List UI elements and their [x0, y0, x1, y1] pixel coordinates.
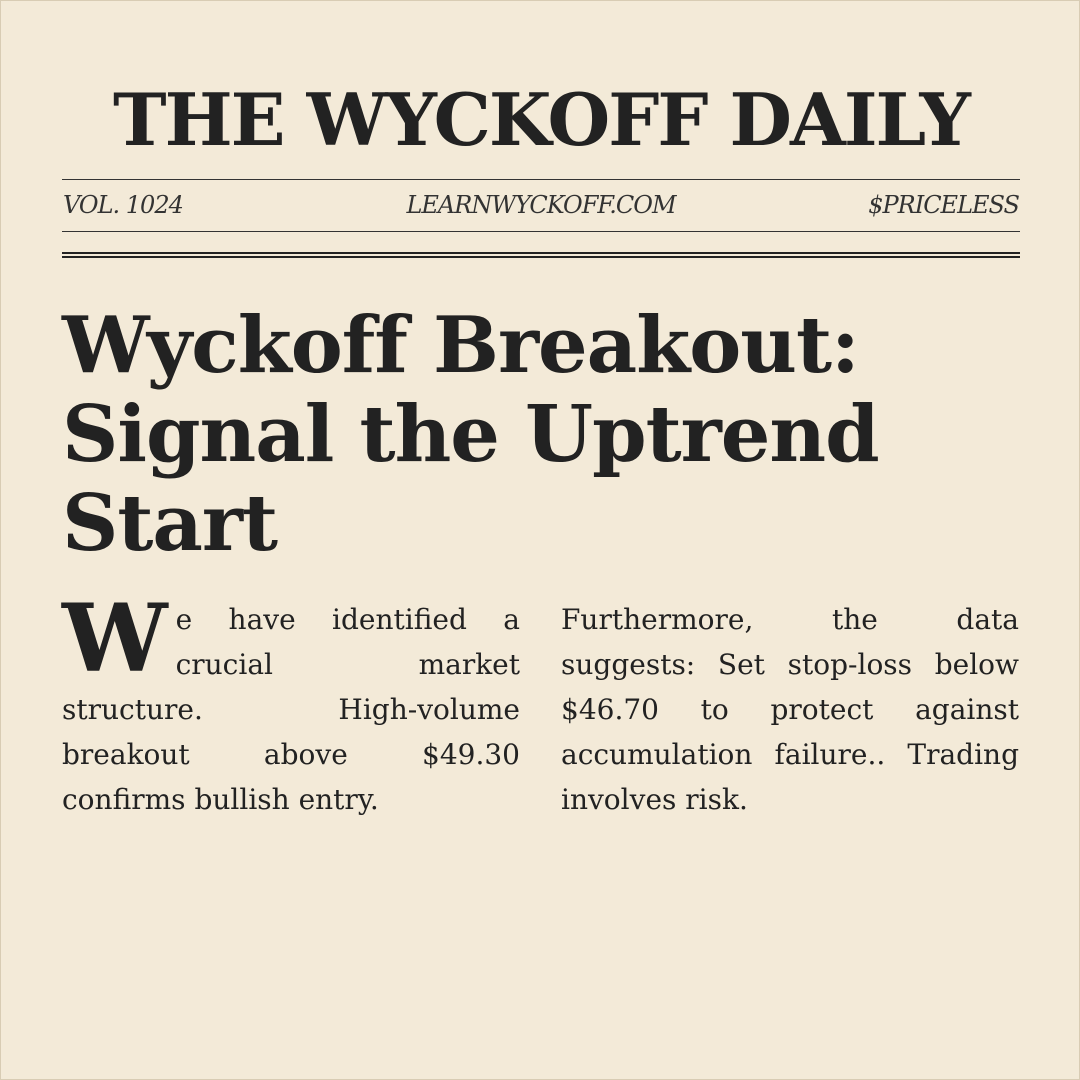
column-right-text: Furthermore, the data suggests: Set stop-loss below $46.70 to protect against accumulation failure.. Trading involves risk.	[561, 603, 1019, 816]
article-headline	[62, 301, 962, 568]
masthead-top-rule	[62, 179, 1020, 180]
column-left-text: e have identified a crucial market structure. High-volume breakout above $49.30 confirms bullish entry.	[62, 603, 520, 816]
website-label: LEARNWYCKOFF.COM	[406, 191, 676, 219]
drop-cap: W	[62, 584, 168, 694]
headline-line-1: Wyckoff Breakout:	[62, 300, 859, 391]
masthead-bottom-rule	[62, 231, 1020, 232]
volume-label: VOL. 1024	[63, 191, 183, 219]
headline-line-3: Start	[62, 478, 278, 569]
headline-line-2: Signal the Uptrend	[62, 389, 879, 480]
masthead-title: THE WYCKOFF DAILY	[113, 77, 969, 162]
price-label: $PRICELESS	[868, 191, 1019, 219]
article-column-right	[561, 597, 1019, 822]
article-column-left	[62, 584, 520, 822]
masthead-double-rule	[62, 252, 1020, 258]
